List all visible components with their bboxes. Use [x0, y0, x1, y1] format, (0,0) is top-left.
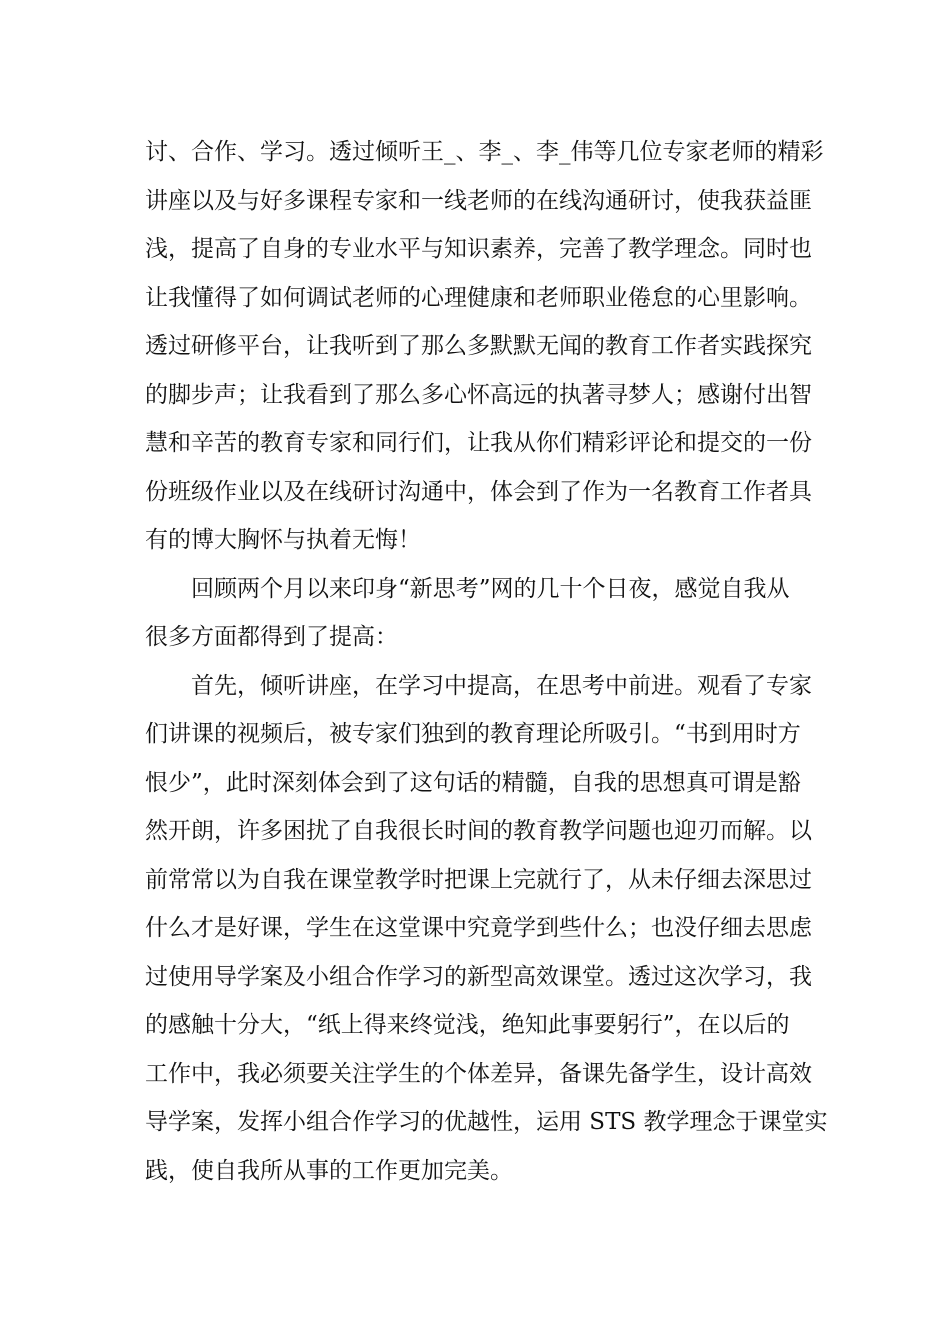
- text-line: 工作中，我必须要关注学生的个体差异，备课先备学生，设计高效: [145, 1060, 812, 1087]
- text-line: 什么才是好课，学生在这堂课中究竟学到些什么；也没仔细去思虑: [145, 915, 812, 941]
- paragraph-first-line: 回顾两个月以来印身“新思考”网的几十个日夜，感觉自我从: [191, 575, 790, 602]
- text-line: 过使用导学案及小组合作学习的新型高效课堂。透过这次学习，我: [145, 963, 812, 990]
- text-line: 透过研修平台，让我听到了那么多默默无闻的教育工作者实践探究: [145, 333, 812, 359]
- text-line: 然开朗，许多困扰了自我很长时间的教育教学问题也迎刃而解。以: [145, 818, 812, 844]
- text-line: 前常常以为自我在课堂教学时把课上完就行了，从未仔细去深思过: [145, 866, 812, 893]
- paragraph-first-line: 首先，倾听讲座，在学习中提高，在思考中前进。观看了专家: [191, 672, 812, 699]
- text-line: 慧和辛苦的教育专家和同行们，让我从你们精彩评论和提交的一份: [145, 430, 812, 456]
- text-line: 有的博大胸怀与执着无悔！: [145, 527, 421, 553]
- text-line: 让我懂得了如何调试老师的心理健康和老师职业倦怠的心里影响。: [145, 284, 812, 311]
- text-line: 份班级作业以及在线研讨沟通中，体会到了作为一名教育工作者具: [145, 478, 812, 505]
- text-line: 践，使自我所从事的工作更加完美。: [145, 1157, 513, 1184]
- text-line: 讲座以及与好多课程专家和一线老师的在线沟通研讨，使我获益匪: [145, 187, 812, 214]
- text-line: 浅，提高了自身的专业水平与知识素养，完善了教学理念。同时也: [145, 236, 812, 262]
- text-line: 导学案，发挥小组合作学习的优越性，运用 STS 教学理念于课堂实: [145, 1109, 828, 1135]
- text-line: 很多方面都得到了提高：: [145, 624, 398, 650]
- document-body: [145, 128, 828, 1195]
- text-line: 恨少”，此时深刻体会到了这句话的精髓，自我的思想真可谓是豁: [145, 769, 801, 796]
- text-line: 的感触十分大，“纸上得来终觉浅，绝知此事要躬行”，在以后的: [145, 1012, 790, 1038]
- text-line: 讨、合作、学习。透过倾听王_、李_、李_伟等几位专家老师的精彩: [145, 139, 824, 165]
- text-line: 们讲课的视频后，被专家们独到的教育理论所吸引。“书到用时方: [145, 721, 801, 747]
- text-line: 的脚步声；让我看到了那么多心怀高远的执著寻梦人；感谢付出智: [145, 381, 812, 408]
